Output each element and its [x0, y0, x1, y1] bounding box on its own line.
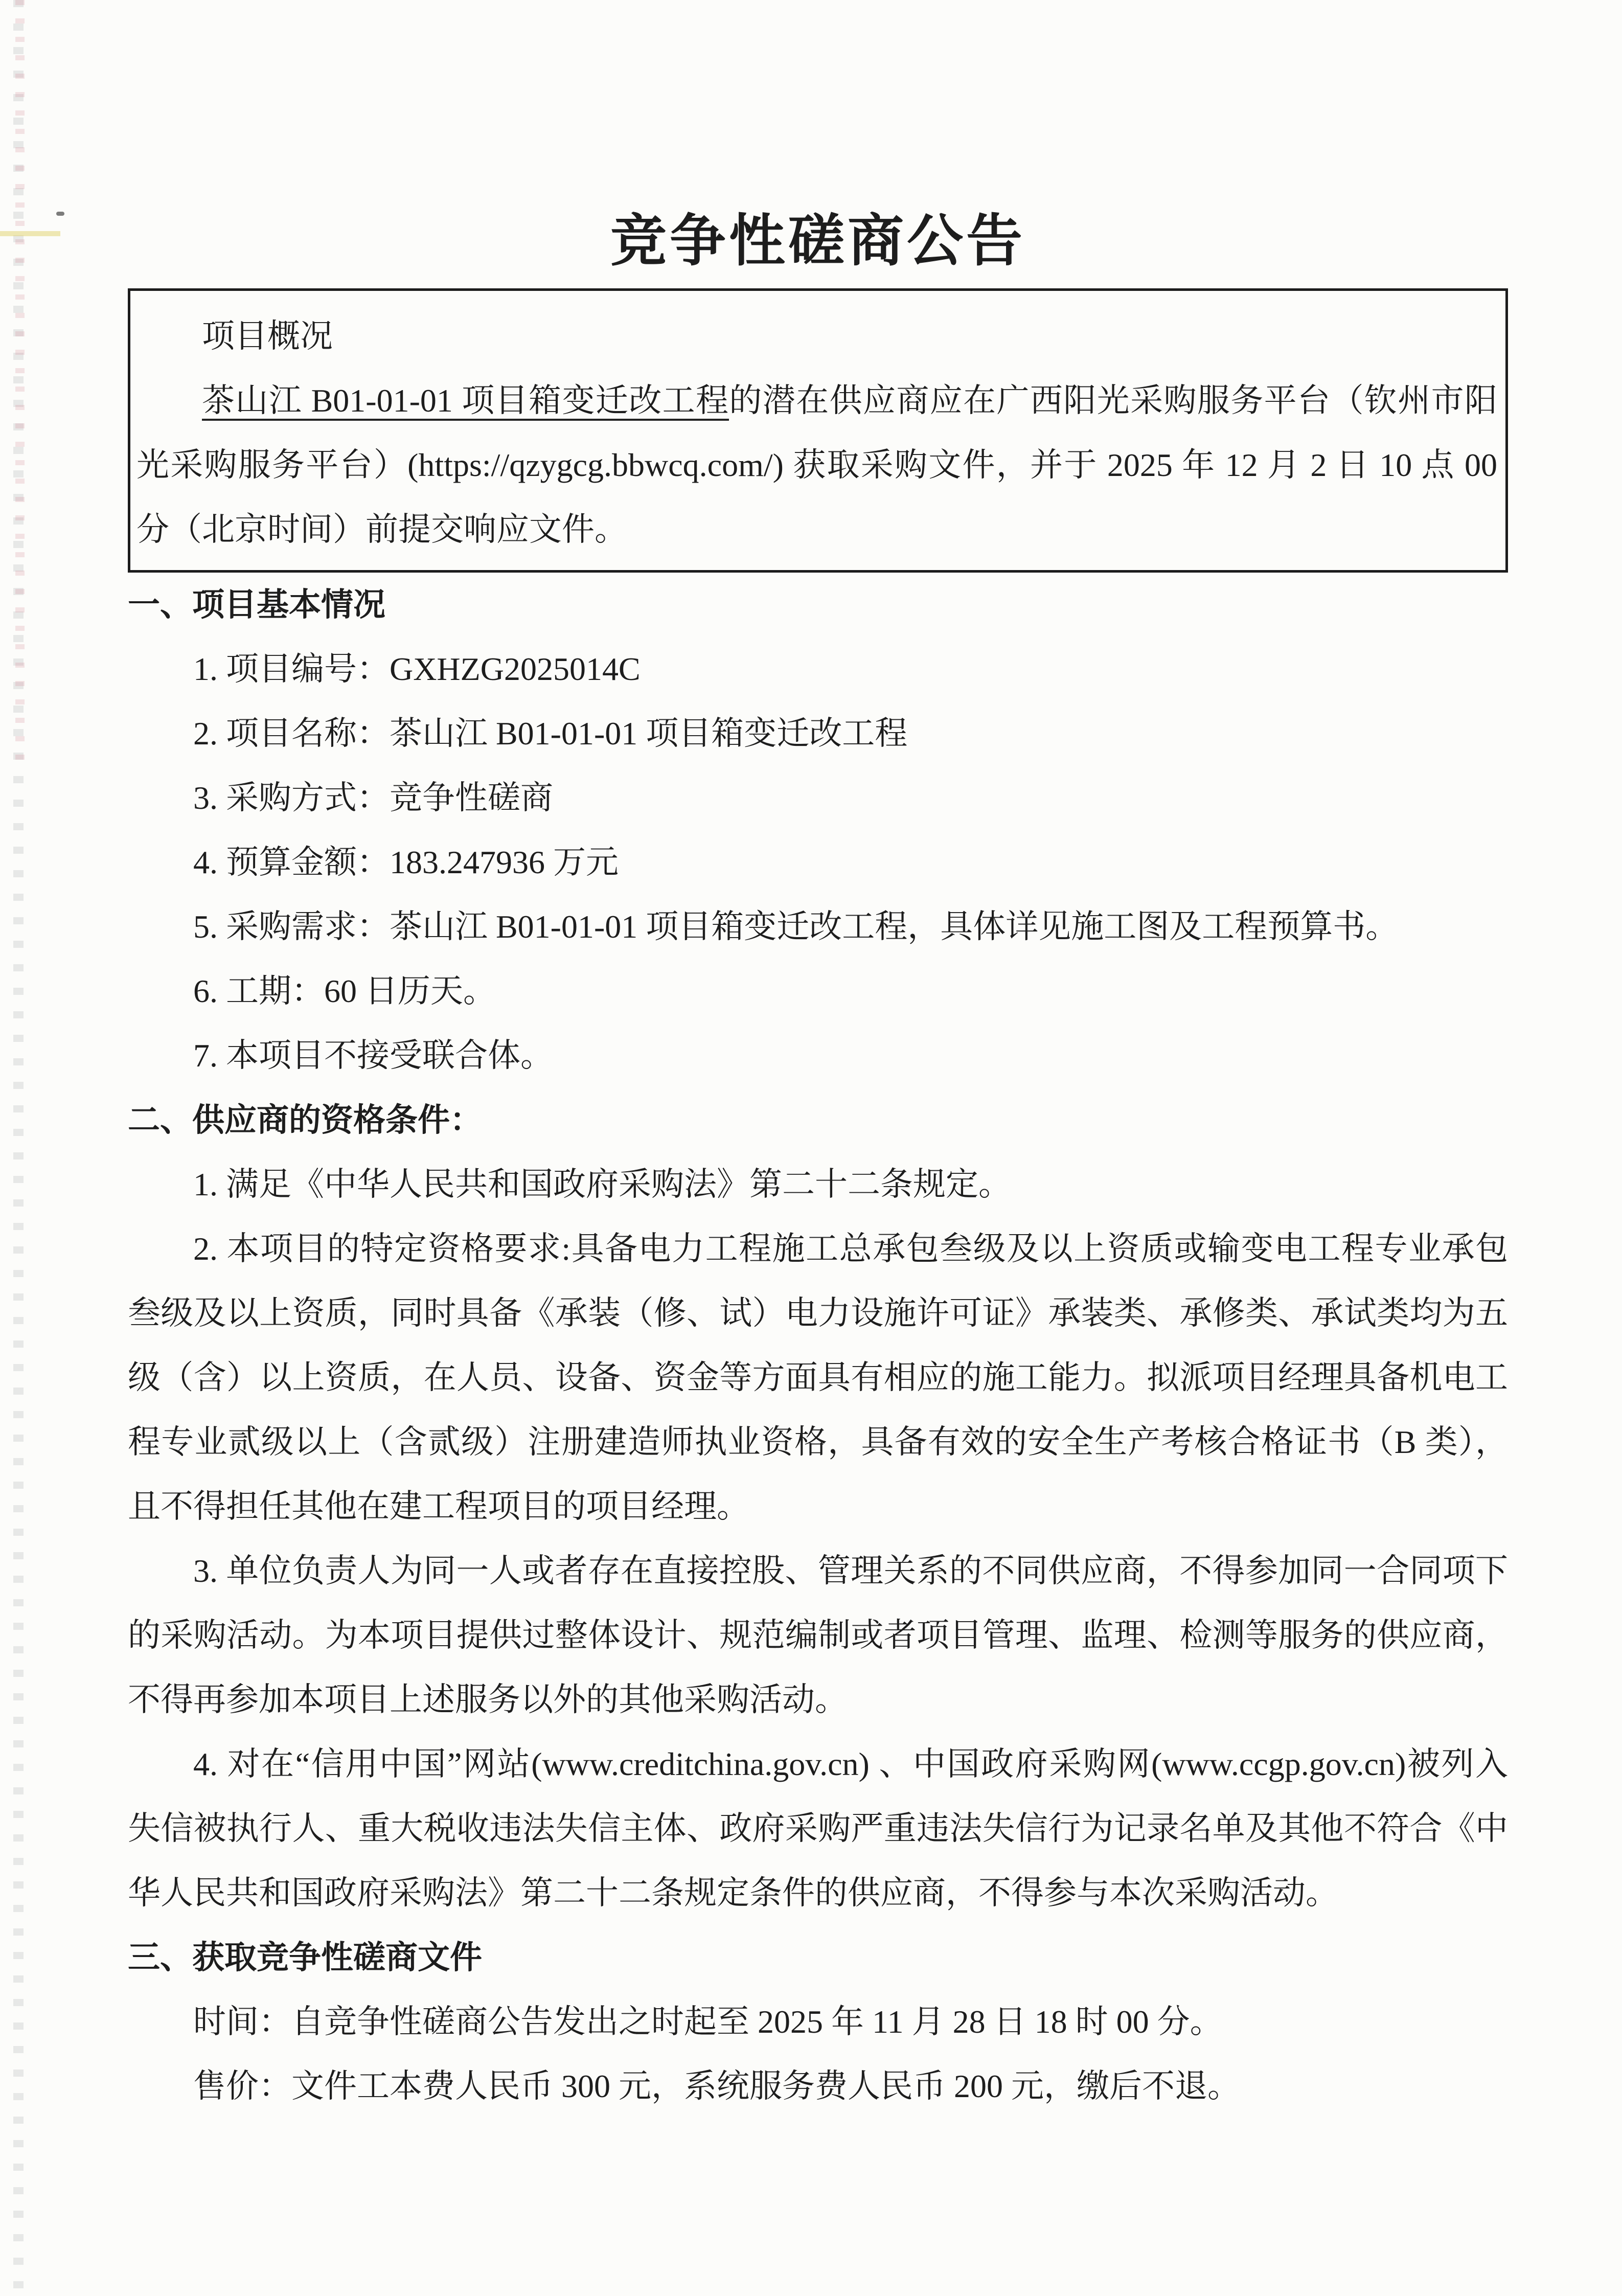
item-project-number: 1. 项目编号：GXHZG2025014C — [193, 651, 641, 687]
qualification-item-3: 3. 单位负责人为同一人或者存在直接控股、管理关系的不同供应商，不得参加同一合同项下的采购活动。为本项目提供过整体设计、规范编制或者项目管理、监理、检测等服务的供应商，不得再参加本项目上述服务以外的其他采购活动。 — [128, 1553, 1508, 1718]
document-price-line: 售价：文件工本费人民币 300 元，系统服务费人民币 200 元，缴后不退。 — [193, 2068, 1240, 2104]
document-content — [128, 0, 1508, 2119]
project-overview-box — [128, 288, 1508, 573]
item-procurement-method: 3. 采购方式：竞争性磋商 — [193, 780, 553, 816]
section-1-heading: 一、项目基本情况 — [128, 587, 385, 623]
item-procurement-requirement: 5. 采购需求：茶山江 B01-01-01 项目箱变迁改工程，具体详见施工图及工程预算书。 — [193, 908, 1399, 945]
qualification-item-1: 1. 满足《中华人民共和国政府采购法》第二十二条规定。 — [193, 1166, 1011, 1202]
overview-label: 项目概况 — [202, 318, 333, 354]
item-construction-period: 6. 工期：60 日历天。 — [193, 973, 496, 1009]
overview-project-name-underlined: 茶山江 B01-01-01 项目箱变迁改工程 — [202, 382, 729, 421]
qualification-item-4: 4. 对在“信用中国”网站(www.creditchina.gov.cn) 、中国政府采购网(www.ccgp.gov.cn)被列入失信被执行人、重大税收违法失信主体、政府采购严重违法失信行为记录名单及其他不符合《中华人民共和国政府采购法》第二十二条规定条件的供应商，不得参与本次采购活动。 — [128, 1746, 1508, 1911]
scan-yellow-dash — [0, 231, 60, 236]
overview-paragraph-rest: 的潜在供应商应在广西阳光采购服务平台（钦州市阳光采购服务平台）(https://qzygcg.bbwcq.com/) 获取采购文件，并于 2025 年 12 月 2 日 10 点 00 分（北京时间）前提交响应文件。 — [136, 382, 1498, 548]
item-no-consortium: 7. 本项目不接受联合体。 — [193, 1037, 553, 1074]
overview-paragraph — [136, 369, 1497, 562]
section-3-heading: 三、获取竞争性磋商文件 — [128, 1940, 482, 1975]
qualification-item-2: 2. 本项目的特定资格要求:具备电力工程施工总承包叁级及以上资质或输变电工程专业承包叁级及以上资质，同时具备《承装（修、试）电力设施许可证》承装类、承修类、承试类均为五级（含）以上资质，在人员、设备、资金等方面具有相应的施工能力。拟派项目经理具备机电工程专业贰级以上（含贰级）注册建造师执业资格，具备有效的安全生产考核合格证书（B 类），且不得担任其他在建工程项目的项目经理。 — [128, 1231, 1508, 1525]
item-budget-amount: 4. 预算金额：183.247936 万元 — [193, 844, 619, 880]
scan-pink-dashes — [15, 0, 25, 767]
document-obtain-time-line: 时间：自竞争性磋商公告发出之时起至 2025 年 11 月 28 日 18 时 00 分。 — [193, 2004, 1223, 2040]
section-2-heading: 二、供应商的资格条件： — [128, 1102, 482, 1138]
scan-ink-speck — [56, 212, 64, 216]
item-project-name: 2. 项目名称：茶山江 B01-01-01 项目箱变迁改工程 — [193, 715, 908, 752]
page-title: 竞争性磋商公告 — [610, 210, 1025, 272]
